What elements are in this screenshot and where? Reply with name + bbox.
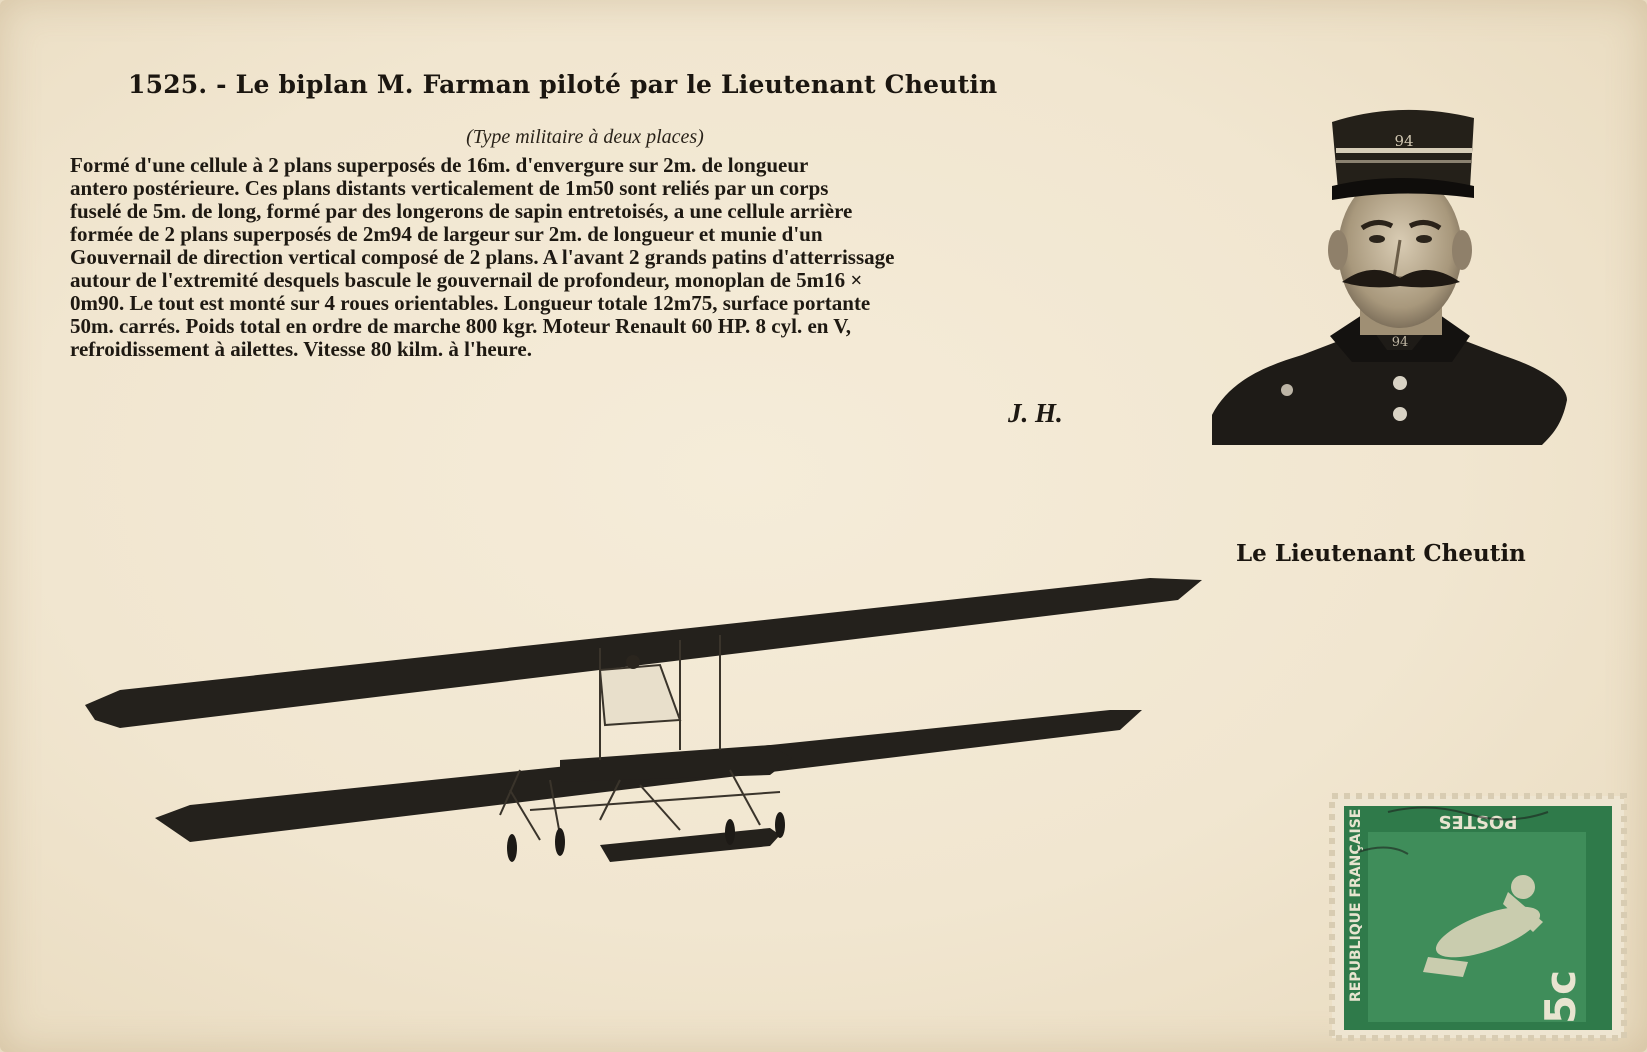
pilot-head bbox=[626, 655, 640, 669]
postcard-title: 1525. - Le biplan M. Farman piloté par le Lieutenant Cheutin bbox=[128, 70, 998, 99]
wheel bbox=[725, 819, 735, 845]
nacelle bbox=[600, 665, 680, 725]
author-signature: J. H. bbox=[1008, 398, 1063, 428]
fuselage bbox=[560, 745, 792, 782]
description-line: 0m90. Le tout est monté sur 4 roues orientables. Longueur totale 12m75, surface portante bbox=[70, 291, 871, 315]
description-line: autour de l'extremité desquels bascule le gouvernail de profondeur, monoplan de 5m16 × bbox=[70, 268, 863, 292]
description-text bbox=[70, 154, 1092, 361]
description-line: antero postérieure. Ces plans distants verticalement de 1m50 sont reliés par un corps bbox=[70, 176, 829, 200]
postcard-subtitle: (Type militaire à deux places) bbox=[466, 126, 704, 148]
cap-number: 94 bbox=[1394, 132, 1414, 150]
lieutenant-portrait bbox=[1212, 100, 1572, 450]
postage-stamp bbox=[1328, 792, 1628, 1042]
stamp-label: POSTES bbox=[1438, 811, 1518, 832]
biplane-illustration bbox=[80, 570, 1210, 890]
description-line: fuselé de 5m. de long, formé par des longerons de sapin entretoisés, a une cellule arrière bbox=[70, 199, 853, 223]
description-line: 50m. carrés. Poids total en ordre de marche 800 kgr. Moteur Renault 60 HP. 8 cyl. en V, bbox=[70, 314, 852, 338]
portrait-caption: Le Lieutenant Cheutin bbox=[1236, 540, 1526, 567]
description-line: Gouvernail de direction vertical composé de 2 plans. A l'avant 2 grands patins d'atterrissage bbox=[70, 245, 895, 269]
wheel bbox=[555, 828, 565, 856]
tunic-button bbox=[1393, 376, 1407, 390]
wheel bbox=[507, 834, 517, 862]
stamp-value: 5c bbox=[1536, 969, 1585, 1025]
tunic-button bbox=[1393, 407, 1407, 421]
collar-number: 94 bbox=[1391, 335, 1409, 350]
description-line: formée de 2 plans superposés de 2m94 de largeur sur 2m. de longueur et munie d'un bbox=[70, 222, 823, 246]
wheel bbox=[775, 812, 785, 838]
epaulette-button bbox=[1281, 384, 1293, 396]
description-line: refroidissement à ailettes. Vitesse 80 kilm. à l'heure. bbox=[70, 337, 532, 361]
description-line: Formé d'une cellule à 2 plans superposés de 16m. d'envergure sur 2m. de longueur bbox=[70, 153, 809, 177]
landing-skid bbox=[600, 828, 780, 862]
stamp-country: REPUBLIQUE FRANÇAISE bbox=[1348, 808, 1364, 1002]
